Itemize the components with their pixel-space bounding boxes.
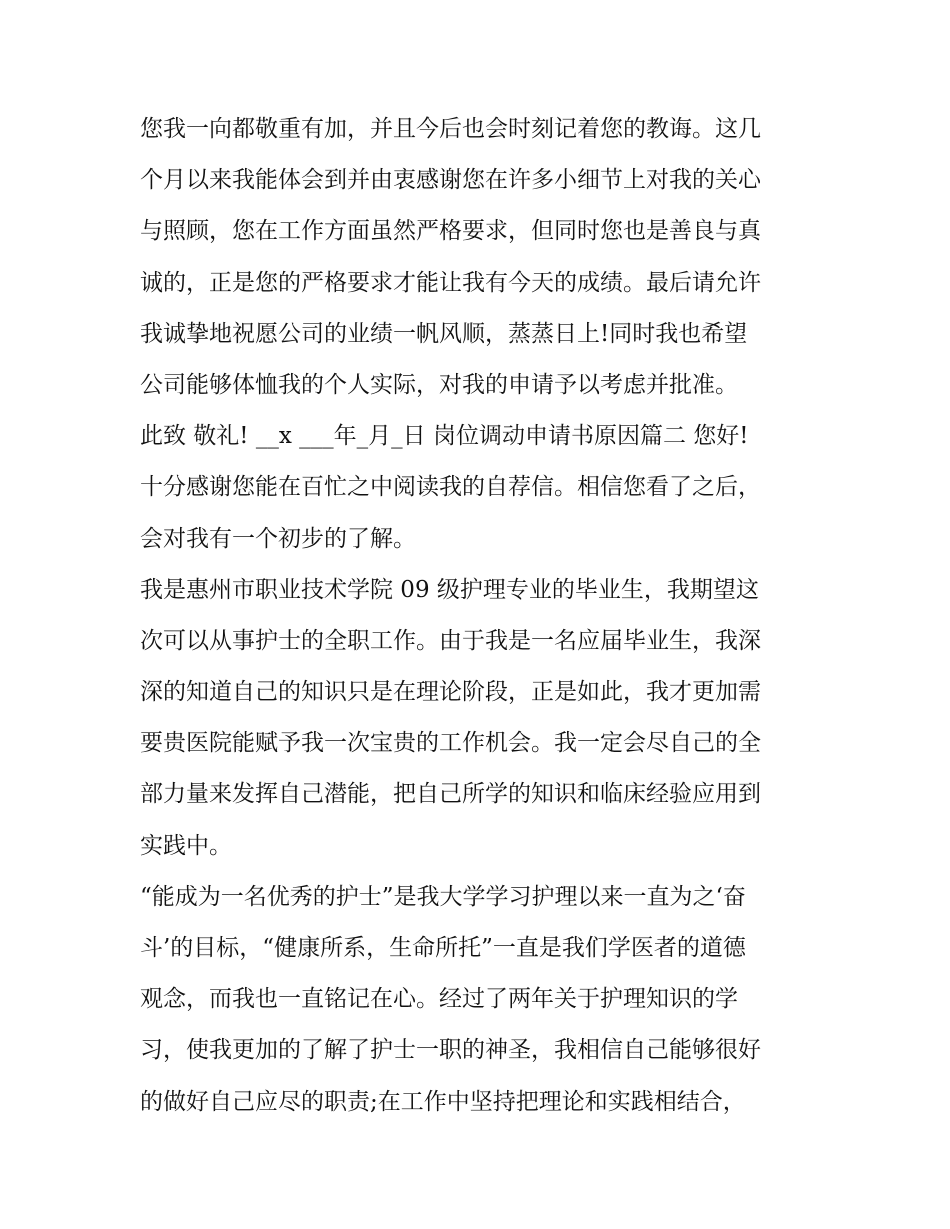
text-line: 会对我有一个初步的了解。 xyxy=(140,525,416,552)
text-line: 我诚挚地祝愿公司的业绩一帆风顺，蒸蒸日上!同时我也希望 xyxy=(140,320,748,347)
text-line: 实践中。 xyxy=(140,832,232,859)
text-line: 习，使我更加的了解了护士一职的神圣，我相信自己能够很好 xyxy=(140,1037,761,1064)
text-line: 的做好自己应尽的职责;在工作中坚持把理论和实践相结合， xyxy=(140,1088,746,1115)
text-line: 深的知道自己的知识只是在理论阶段，正是如此，我才更加需 xyxy=(140,679,761,706)
text-line: 斗’的目标，“健康所系，生命所托”一直是我们学医者的道德 xyxy=(140,935,746,961)
text-line: 十分感谢您能在百忙之中阅读我的自荐信。相信您看了之后， xyxy=(140,474,761,501)
text-line: “能成为一名优秀的护士”是我大学学习护理以来一直为之‘奋 xyxy=(140,883,746,910)
text-line: 诚的，正是您的严格要求才能让我有今天的成绩。最后请允许 xyxy=(140,269,761,296)
text-line: 我是惠州市职业技术学院 09 级护理专业的毕业生，我期望这 xyxy=(140,576,759,603)
text-line: 部力量来发挥自己潜能，把自己所学的知识和临床经验应用到 xyxy=(140,781,761,808)
text-line: 此致 敬礼! __x ___年_月_日 岗位调动申请书原因篇二 您好! xyxy=(140,423,749,450)
text-line: 次可以从事护士的全职工作。由于我是一名应届毕业生，我深 xyxy=(140,627,761,654)
document-body xyxy=(140,104,820,1128)
text-line: 个月以来我能体会到并由衷感谢您在许多小细节上对我的关心 xyxy=(140,167,761,194)
text-line: 要贵医院能赋予我一次宝贵的工作机会。我一定会尽自己的全 xyxy=(140,730,761,757)
text-line: 与照顾，您在工作方面虽然严格要求，但同时您也是善良与真 xyxy=(140,218,761,245)
text-line: 观念，而我也一直铭记在心。经过了两年关于护理知识的学 xyxy=(140,986,738,1013)
text-line: 公司能够体恤我的个人实际，对我的申请予以考虑并批准。 xyxy=(140,371,738,398)
text-line: 您我一向都敬重有加，并且今后也会时刻记着您的教诲。这几 xyxy=(140,116,761,142)
